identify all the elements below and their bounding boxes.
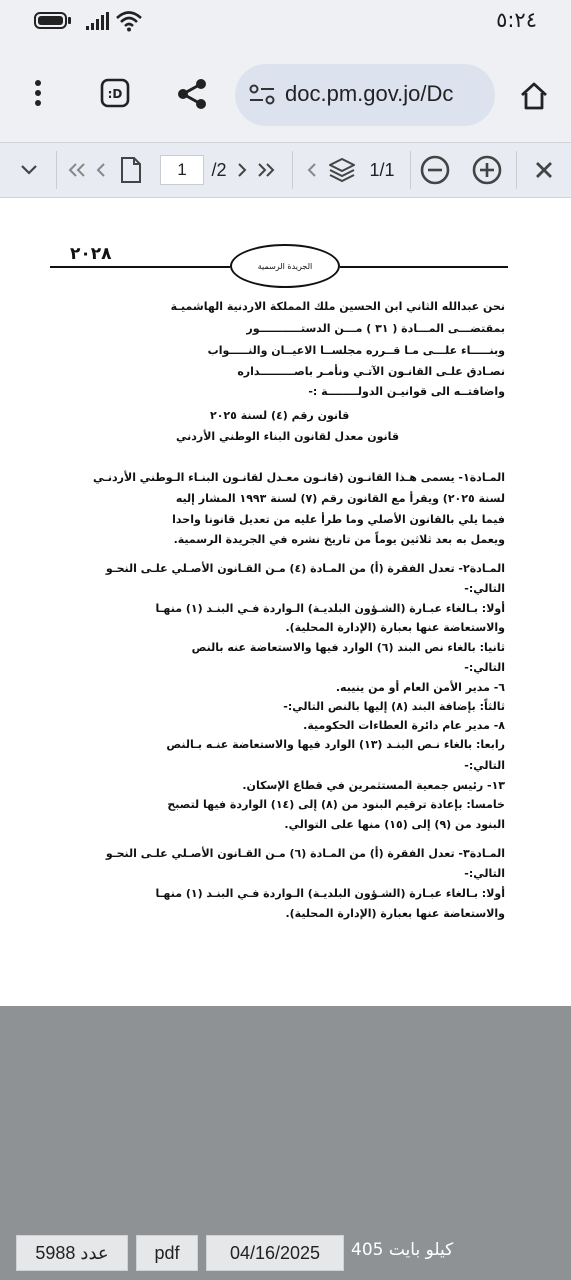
law-title: قانون رقم (٤) لسنة ٢٠٢٥ [210, 409, 350, 422]
previous-page-icon[interactable] [90, 143, 112, 197]
preamble-line: نحن عبدالله الثاني ابن الحسين ملك المملكة الاردنية الهاشميـة [170, 300, 505, 313]
article-2-line: ٦- مدير الأمن العام أو من ينيبه. [335, 681, 505, 694]
close-icon[interactable] [526, 143, 562, 197]
layers-icon[interactable] [324, 143, 360, 197]
page-icon [114, 143, 148, 197]
preamble-line: نصـادق علـى القانـون الآتـي ونأمـر باصـــــــــداره [237, 365, 505, 378]
article-2-line: ٨- مدير عام دائرة العطاءات الحكومية. [303, 719, 505, 732]
article-2-line: المـادة٢- تعدل الفقرة (أ) من المـادة (٤) مـن القـانون الأصـلي علـى النحـو [105, 562, 505, 575]
article-2-line: التالي:- [464, 759, 505, 772]
article-2-line: ثالثاً: بإضافة البند (٨) إليها بالنص التالي:- [283, 700, 505, 713]
article-2-line: خامسا: بإعادة ترقيم البنود من (٨) إلى (١٤) الواردة فيها لتصبح [167, 798, 505, 811]
article-1-line: المـادة١- يسمى هـذا القانـون (قانـون معـدل لقانـون البنـاء الـوطني الأردنـي [93, 471, 505, 484]
total-pages: /2 [211, 159, 227, 180]
header-rule-right [340, 266, 508, 268]
menu-dots-icon[interactable] [22, 70, 54, 116]
preamble-line: وبنـــــاء علـــى مـا قــرره مجلســا الاعيــان والنـــــواب [207, 344, 505, 357]
status-bar [0, 0, 571, 44]
next-page-icon[interactable] [232, 143, 252, 197]
law-subtitle: قانون معدل لقانون البناء الوطني الأردني [176, 430, 400, 443]
wifi-icon [116, 10, 142, 32]
divider [56, 151, 57, 189]
previous-layer-icon[interactable] [300, 143, 324, 197]
home-icon[interactable] [514, 76, 554, 116]
browser-toolbar [0, 44, 571, 142]
article-2-line: أولا: بـالغاء عبـارة (الشـؤون البلديـة) الـواردة فـي البنـد (١) منهـا [155, 602, 505, 615]
article-2-line: البنود من (٩) إلى (١٥) منها على التوالي. [284, 818, 505, 831]
article-3-line: والاستعاضة عنها بعبارة (الإدارة المحلية). [285, 907, 505, 920]
page-number-input[interactable]: 1 [160, 155, 204, 185]
battery-icon [34, 12, 67, 29]
article-2-line: رابعا: بالغاء نـص البنـد (١٣) الوارد فيها والاستعاضة عنـه بـالنص [166, 738, 505, 751]
battery-tip [68, 17, 71, 24]
preamble-line: واضافتــه الى قوانيـن الدولــــــــة :- [308, 385, 505, 398]
clock: ٥:٢٤ [496, 8, 537, 32]
tab-switcher-icon[interactable] [96, 74, 134, 112]
file-info-bar [0, 1232, 571, 1280]
pdf-toolbar [0, 142, 571, 198]
share-icon[interactable] [172, 74, 212, 114]
article-2-line: والاستعاضة عنها بعبارة (الإدارة المحلية). [285, 621, 505, 634]
article-1-line: ويعمل به بعد ثلاثين يوماً من تاريخ نشره في الجريدة الرسمية. [173, 533, 505, 546]
signal-icon [86, 12, 110, 30]
divider [410, 151, 411, 189]
header-rule-left [50, 266, 230, 268]
page-number: ٢٠٢٨ [70, 244, 112, 264]
layer-count: 1/1 [369, 159, 395, 180]
article-2-line: التالي:- [464, 582, 505, 595]
divider [292, 151, 293, 189]
svg-text::D: :D [107, 87, 123, 101]
chevron-down-icon[interactable] [10, 143, 48, 197]
article-3-line: المـادة٣- تعدل الفقرة (أ) من المـادة (٦) مـن القـانون الأصـلي علـى النحـو [105, 847, 505, 860]
article-2-line: ثانيا: بالغاء نص البند (٦) الوارد فيها والاستعاضة عنه بالنص [191, 641, 505, 654]
first-page-icon[interactable] [62, 143, 92, 197]
last-page-icon[interactable] [252, 143, 280, 197]
url-text[interactable]: doc.pm.gov.jo/Dc [285, 81, 454, 106]
download-count-chip: عدد 5988 [16, 1235, 128, 1271]
file-type-chip: pdf [136, 1235, 198, 1271]
site-settings-icon[interactable] [249, 84, 275, 106]
article-1-line: فيما يلي بالقانون الأصلي وما طرأ عليه من تعديل قانونا واحدا [172, 513, 505, 526]
preamble-line: بمقتضـــى المـــادة ( ٣١ ) مـــن الدستـــــــــــور [246, 322, 505, 335]
article-2-line: التالي:- [464, 661, 505, 674]
file-size-label: كيلو بايت 405 [351, 1240, 454, 1260]
article-1-line: لسنة ٢٠٢٥) ويقرأ مع القانون رقم (٧) لسنة ١٩٩٣ المشار إليه [175, 492, 505, 505]
article-3-line: التالي:- [464, 867, 505, 880]
zoom-out-icon[interactable] [416, 143, 454, 197]
divider [516, 151, 517, 189]
address-bar[interactable] [235, 64, 495, 126]
date-chip: 04/16/2025 [206, 1235, 344, 1271]
article-2-line: ١٣- رئيس جمعية المستثمرين في قطاع الإسكان. [242, 779, 505, 792]
zoom-in-icon[interactable] [468, 143, 506, 197]
gazette-seal: الجريدة الرسمية [230, 244, 340, 288]
article-3-line: أولا: بـالغاء عبـارة (الشـؤون البلديـة) الـواردة فـي البنـد (١) منهـا [155, 887, 505, 900]
